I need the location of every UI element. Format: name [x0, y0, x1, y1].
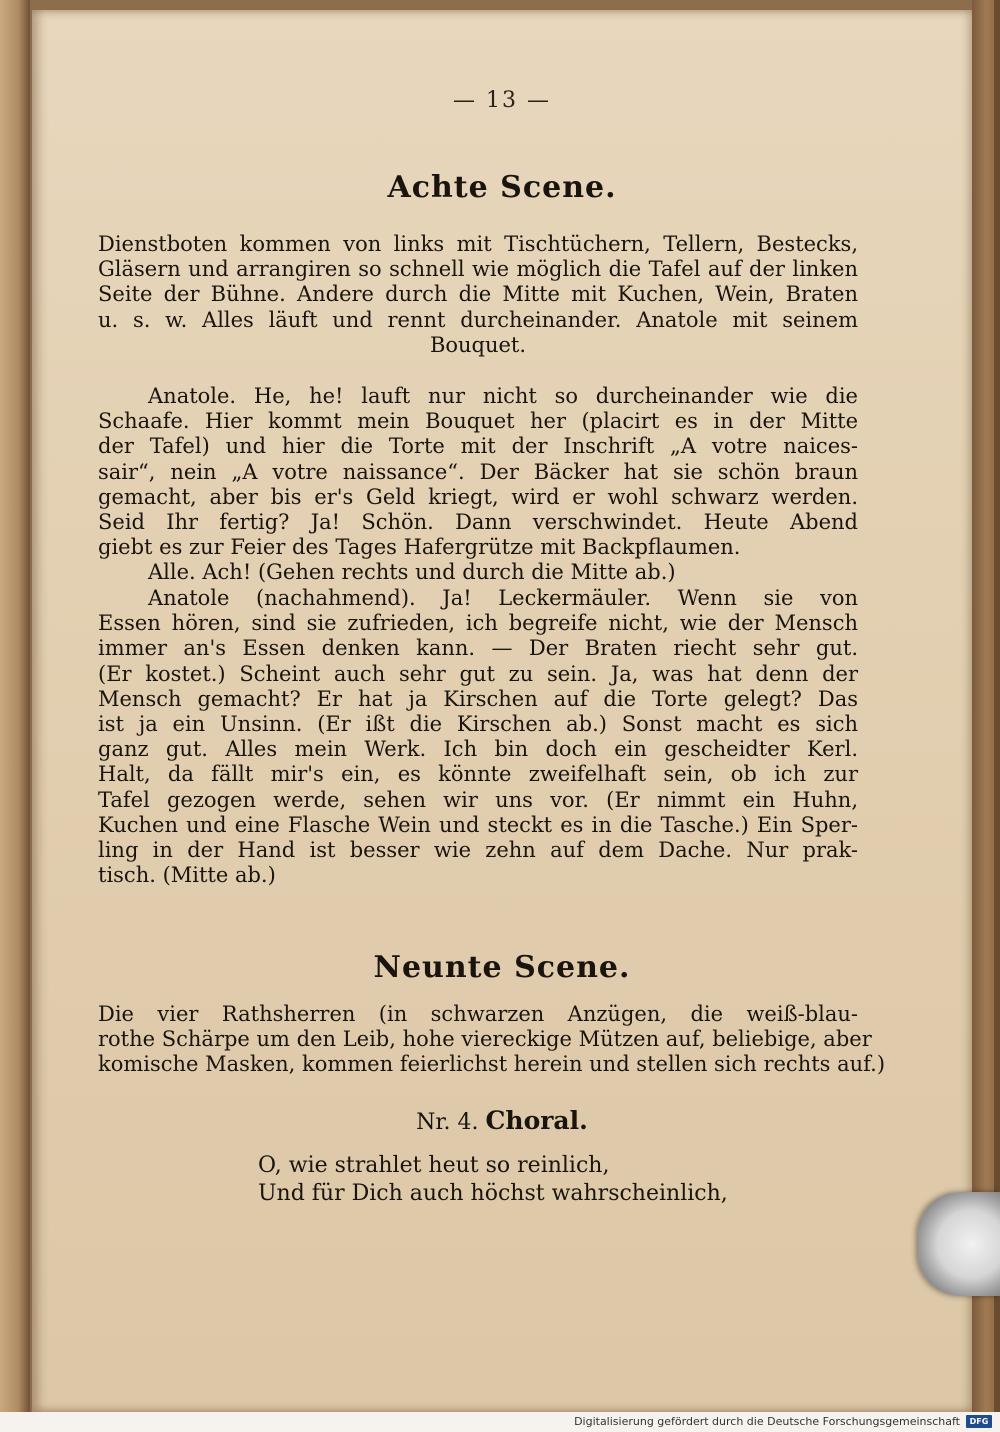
text-line: ist ja ein Unsinn. (Er ißt die Kirschen ab.) Sonst macht es sich — [98, 712, 858, 737]
stage-direction-scene9 — [98, 1002, 886, 1078]
stage-direction-scene8 — [98, 232, 858, 358]
text-line: ling in der Hand ist besser wie zehn auf dem Dache. Nur prak- — [98, 838, 858, 863]
text-line: rothe Schärpe um den Leib, hohe viereckige Mützen auf, beliebige, aber — [98, 1027, 872, 1052]
song-heading — [32, 1106, 972, 1135]
song-verse — [258, 1152, 858, 1208]
scene-heading-8: Achte Scene. — [387, 170, 617, 205]
text-line: immer an's Essen denken kann. — Der Braten riecht sehr gut. — [98, 636, 858, 661]
text-line: Schaafe. Hier kommt mein Bouquet her (placirt es in der Mitte — [98, 409, 858, 434]
footer-bar — [0, 1412, 1000, 1432]
text-line: sair“, nein „A votre naissance“. Der Bäcker hat sie schön braun — [98, 459, 858, 484]
text-line: Kuchen und eine Flasche Wein und steckt es in die Tasche.) Ein Sper- — [98, 812, 858, 837]
text-line: Halt, da fällt mir's ein, es könnte zweifelhaft sein, ob ich zur — [98, 762, 858, 787]
dialogue-anatole-2 — [98, 586, 858, 888]
scene-heading-9: Neunte Scene. — [373, 950, 631, 985]
text-line: Gläsern und arrangiren so schnell wie möglich die Tafel auf der linken — [98, 257, 858, 282]
dialogue-alle — [98, 560, 858, 585]
verse-line: Und für Dich auch höchst wahrscheinlich, — [258, 1181, 728, 1206]
dialogue-anatole-1 — [98, 384, 858, 560]
text-line: der Tafel) und hier die Torte mit der Inschrift „A votre naices- — [98, 434, 858, 459]
funding-notice: Digitalisierung gefördert durch die Deutsche Forschungsgemeinschaft — [574, 1415, 960, 1428]
text-line: Seid Ihr fertig? Ja! Schön. Dann verschwindet. Heute Abend — [98, 510, 858, 535]
text-line: Tafel gezogen werde, sehen wir uns vor. (Er nimmt ein Huhn, — [98, 787, 858, 812]
text-line: u. s. w. Alles läuft und rennt durcheinander. Anatole mit seinem — [98, 307, 858, 332]
text-line: (Er kostet.) Scheint auch sehr gut zu sein. Ja, was hat denn der — [98, 661, 858, 686]
dfg-logo: DFG — [966, 1415, 992, 1428]
verse-line: O, wie strahlet heut so reinlich, — [258, 1153, 610, 1178]
binder-clip — [918, 1192, 1000, 1296]
text-line: giebt es zur Feier des Tages Hafergrütze mit Backpflaumen. — [98, 535, 741, 560]
text-line: Alle. Ach! (Gehen rechts und durch die Mitte ab.) — [148, 560, 676, 584]
text-line: tisch. (Mitte ab.) — [98, 863, 276, 888]
text-line: ganz gut. Alles mein Werk. Ich bin doch ein gescheidter Kerl. — [98, 737, 858, 762]
text-line: Die vier Rathsherren (in schwarzen Anzügen, die weiß-blau- — [98, 1002, 858, 1026]
page-number: — 13 — — [453, 88, 551, 113]
text-line: Dienstboten kommen von links mit Tischtüchern, Tellern, Bestecks, — [98, 232, 858, 256]
text-line: Bouquet. — [429, 332, 527, 357]
text-line: Essen hören, sind sie zufrieden, ich begreife nicht, wie der Mensch — [98, 611, 858, 636]
song-title: Choral. — [485, 1106, 588, 1135]
text-line: Anatole. He, he! lauft nur nicht so durcheinander wie die — [148, 384, 858, 408]
text-line: komische Masken, kommen feierlichst herein und stellen sich rechts auf.) — [98, 1052, 886, 1077]
text-line: Seite der Bühne. Andere durch die Mitte mit Kuchen, Wein, Braten — [98, 282, 858, 307]
text-line: Anatole (nachahmend). Ja! Leckermäuler. Wenn sie von — [148, 586, 858, 610]
song-number: Nr. 4. — [416, 1110, 479, 1135]
book-page — [32, 10, 972, 1412]
text-line: Mensch gemacht? Er hat ja Kirschen auf die Torte gelegt? Das — [98, 686, 858, 711]
left-page-edge — [0, 0, 30, 1412]
text-line: gemacht, aber bis er's Geld kriegt, wird er wohl schwarz werden. — [98, 484, 858, 509]
